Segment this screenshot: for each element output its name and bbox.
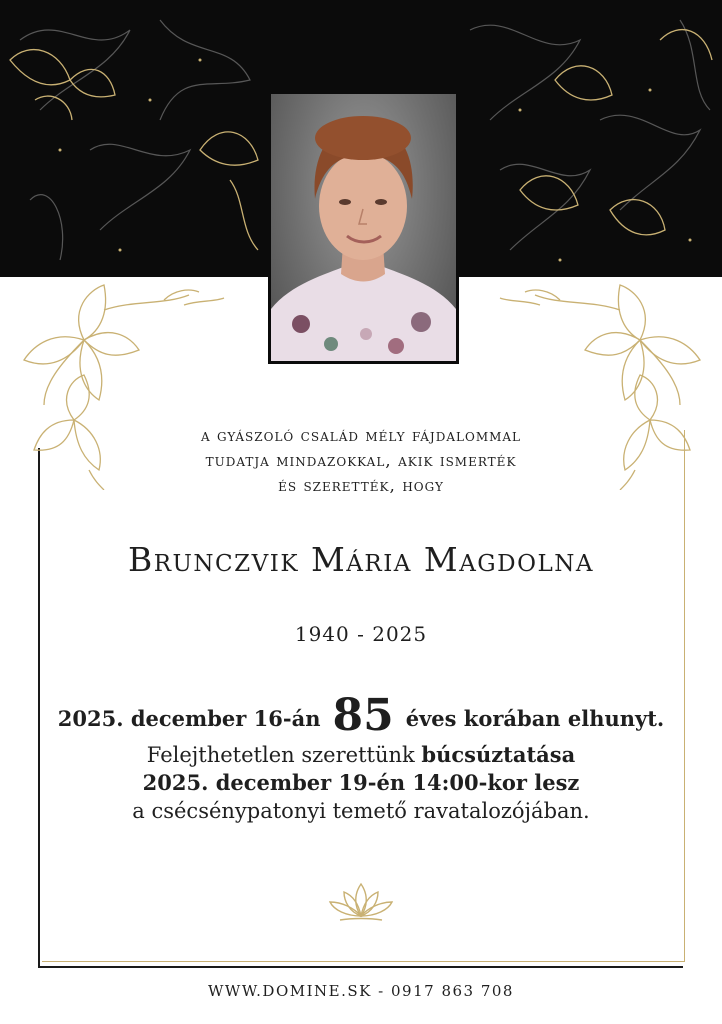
age-suffix: éves korában elhunyt.: [405, 706, 665, 731]
portrait-person-icon: [271, 94, 456, 361]
portrait-photo: [271, 94, 456, 361]
age-number: 85: [332, 690, 394, 741]
farewell-line: [40, 741, 682, 769]
intro-line-1: a gyászoló család mély fájdalommal: [200, 426, 522, 446]
farewell-word: búcsúztatása: [421, 742, 576, 767]
intro-line-3: és szerették, hogy: [278, 476, 444, 496]
portrait-frame: [268, 91, 459, 364]
intro-line-2: tudatja mindazokkal, akik ismerték: [205, 451, 517, 471]
footer-phone: 0917 863 708: [391, 982, 514, 1000]
footer-website: WWW.DOMINE.SK: [208, 982, 372, 1000]
funeral-location: a csécsénypatonyi temető ravatalozójában.: [132, 799, 590, 823]
intro-text: [80, 424, 642, 499]
announcement-text: [40, 690, 682, 825]
funeral-datetime: 2025. december 19-én 14:00-kor lesz: [142, 770, 580, 795]
footer-separator: -: [378, 982, 385, 1000]
death-line: [40, 690, 682, 741]
footer-contact: [0, 982, 722, 1000]
death-date: 2025. december 16-án: [57, 706, 321, 731]
life-dates: 1940 - 2025: [294, 622, 428, 646]
deceased-name: Brunczvik Mária Magdolna: [127, 540, 594, 579]
farewell-prefix: Felejthetetlen szerettünk: [146, 743, 415, 767]
lotus-icon: [328, 880, 394, 924]
